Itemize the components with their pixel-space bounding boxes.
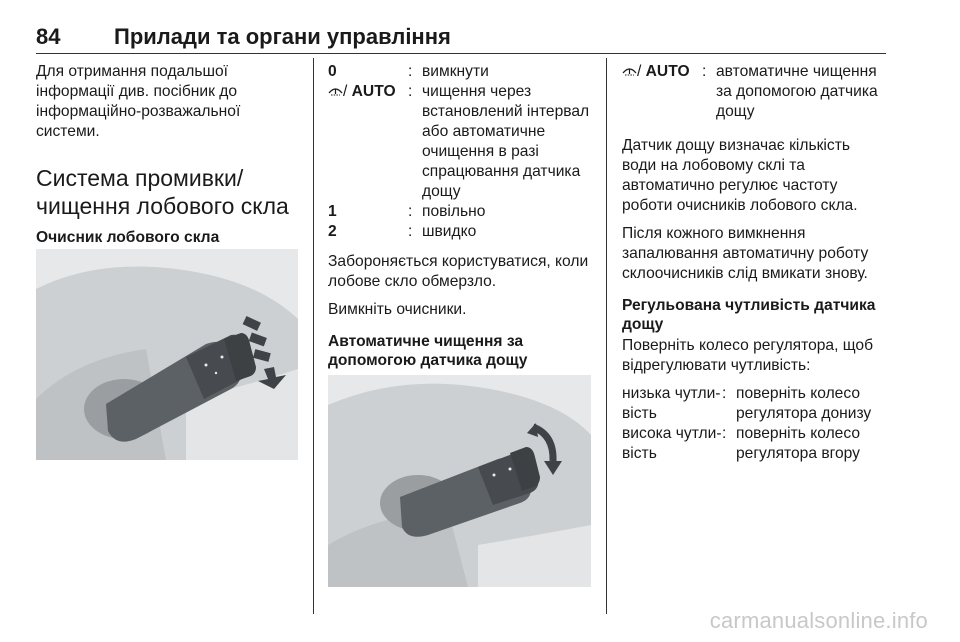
subsection-title-sensitivity: Регульована чутливість датчика дощу bbox=[622, 297, 876, 333]
section-title: Система промивки/ чищення лобового скла bbox=[36, 165, 289, 219]
sensitivity-high-desc: поверніть колесо регулятора вгору bbox=[736, 425, 860, 462]
rain-sensor-paragraph: Датчик дощу визначає кількість води на лобовому склі та автоматично регулює частоту роботи очисників лобового скла. bbox=[622, 137, 858, 214]
mode-auto-label: AUTO bbox=[351, 83, 396, 100]
subsection-title-wiper: Очисник лобового скла bbox=[36, 229, 220, 246]
warning-turn-off: Вимкніть очисники. bbox=[328, 301, 467, 318]
ignition-paragraph: Після кожного вимкнення запалювання автоматичну роботу склоочисників слід вмикати знову. bbox=[622, 225, 869, 282]
warning-ice: Забороняється користуватися, коли лобове скло обмерзло. bbox=[328, 253, 589, 290]
separator: : bbox=[408, 63, 413, 80]
wiper-lever-illustration bbox=[36, 249, 298, 460]
auto-row-list bbox=[622, 62, 886, 122]
separator: : bbox=[722, 385, 727, 402]
mode-key-auto bbox=[328, 82, 408, 202]
mode-desc-2: швидко bbox=[422, 223, 477, 240]
auto-prefix: / bbox=[637, 63, 646, 80]
separator: : bbox=[722, 425, 727, 442]
page-number: 84 bbox=[36, 24, 61, 49]
mode-auto-prefix: / bbox=[343, 83, 352, 100]
wiper-modes-list bbox=[328, 62, 592, 242]
subsection-title-rain-sensor: Автоматичне чищення за допомогою датчика дощу bbox=[328, 333, 528, 369]
mode-key-2: 2 bbox=[328, 223, 337, 240]
sensitivity-low-term: низька чутли-вість bbox=[622, 385, 721, 422]
column-divider-2 bbox=[606, 58, 607, 614]
sensitivity-low-desc: поверніть колесо регулятора донизу bbox=[736, 385, 872, 422]
watermark: carmanualsonline.info bbox=[709, 608, 928, 633]
auto-label: AUTO bbox=[645, 63, 690, 80]
mode-desc-1: повільно bbox=[422, 203, 486, 220]
column-2 bbox=[328, 62, 592, 370]
separator: : bbox=[408, 223, 413, 240]
intro-paragraph: Для отримання подальшої інформації див. посібник до інформаційно-розважальної системи. bbox=[36, 63, 241, 140]
auto-desc: автоматичне чищення за допомогою датчика дощу bbox=[716, 63, 878, 120]
wiper-interval-icon bbox=[622, 64, 637, 77]
column-3 bbox=[622, 62, 886, 464]
mode-desc-0: вимкнути bbox=[422, 63, 489, 80]
column-1 bbox=[36, 62, 300, 247]
mode-key-1: 1 bbox=[328, 203, 337, 220]
sensitivity-intro: Поверніть колесо регулятора, щоб відрегулювати чутливість: bbox=[622, 337, 874, 374]
rain-sensor-lever-illustration bbox=[328, 375, 591, 587]
separator: : bbox=[408, 203, 413, 220]
column-divider-1 bbox=[313, 58, 314, 614]
separator: : bbox=[702, 63, 707, 80]
sensitivity-high-term: висока чутли-вість bbox=[622, 425, 722, 462]
mode-key-0: 0 bbox=[328, 63, 337, 80]
page-title: Прилади та органи управління bbox=[114, 24, 451, 49]
wiper-interval-icon bbox=[328, 84, 343, 97]
mode-desc-auto: чищення через встановлений інтервал або автоматичне очищення в разі спрацювання датчика дощу bbox=[422, 83, 590, 200]
auto-key bbox=[622, 62, 702, 122]
sensitivity-list bbox=[622, 384, 886, 464]
separator: : bbox=[408, 83, 413, 100]
header-rule bbox=[36, 53, 886, 54]
